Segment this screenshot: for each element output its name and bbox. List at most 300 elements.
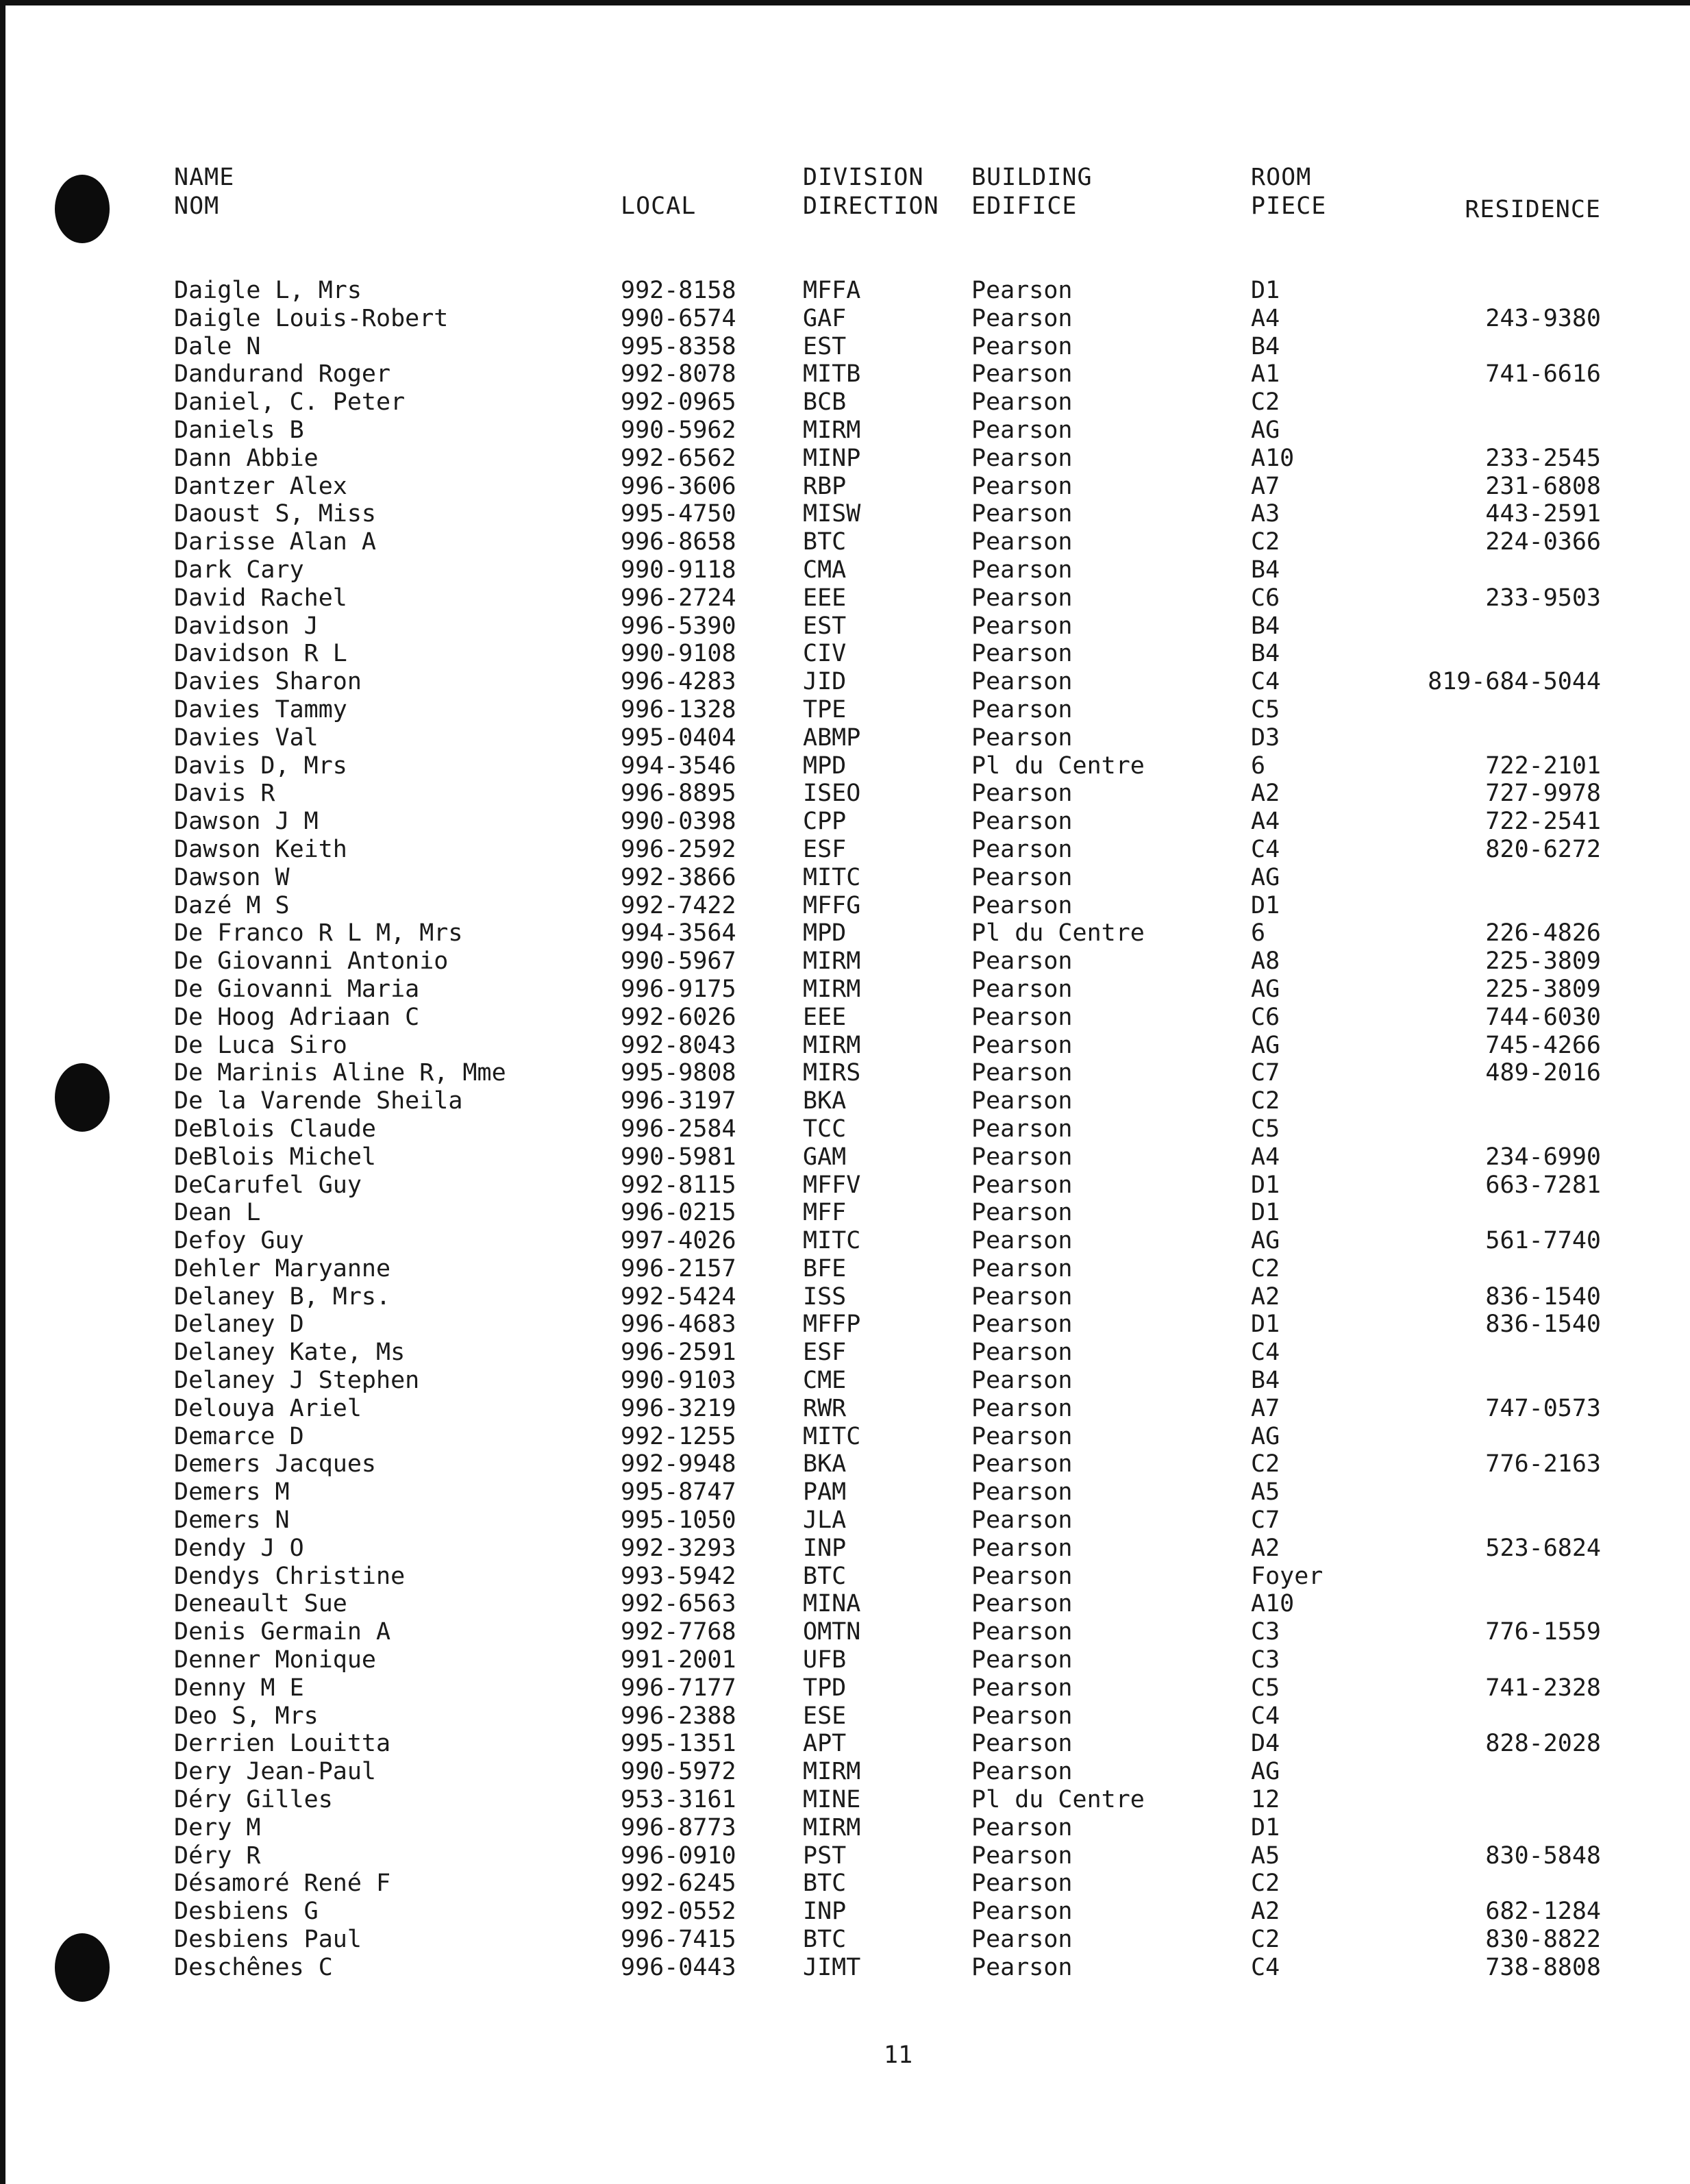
entry-division: MFF — [803, 1199, 847, 1227]
table-row — [0, 1283, 1690, 1311]
entry-division: BKA — [803, 1087, 847, 1115]
entry-building: Pl du Centre — [971, 752, 1145, 780]
entry-room: C7 — [1251, 1059, 1280, 1087]
table-row — [0, 1115, 1690, 1143]
entry-division: TCC — [803, 1115, 847, 1143]
entry-division: CME — [803, 1367, 847, 1395]
entry-room: D1 — [1251, 277, 1280, 304]
entry-room: 6 — [1251, 919, 1266, 947]
entry-name: Dawson Keith — [174, 835, 347, 863]
entry-room: A10 — [1251, 1590, 1295, 1618]
entry-local: 996-0443 — [621, 1953, 736, 1981]
entry-local: 995-8747 — [621, 1478, 736, 1506]
entry-residence: 224-0366 — [1485, 528, 1601, 556]
entry-name: Dean L — [174, 1199, 261, 1227]
entry-local: 991-2001 — [621, 1646, 736, 1674]
entry-building: Pearson — [971, 723, 1073, 752]
entry-local: 996-2591 — [621, 1339, 736, 1367]
entry-name: Daniel, C. Peter — [174, 388, 406, 417]
table-row — [0, 584, 1690, 612]
entry-room: A8 — [1251, 947, 1280, 976]
entry-residence: 489-2016 — [1485, 1059, 1601, 1087]
entry-local: 992-3866 — [621, 863, 736, 891]
entry-division: BKA — [803, 1450, 847, 1478]
entry-local: 995-9808 — [621, 1059, 736, 1087]
entry-division: RWR — [803, 1394, 847, 1422]
table-row — [0, 1506, 1690, 1535]
entry-local: 996-2388 — [621, 1702, 736, 1730]
entry-room: Foyer — [1251, 1562, 1324, 1590]
entry-name: Daigle L, Mrs — [174, 277, 362, 304]
entry-room: C4 — [1251, 1953, 1280, 1981]
entry-room: A4 — [1251, 304, 1280, 332]
entry-room: AG — [1251, 1031, 1280, 1059]
entry-division: APT — [803, 1730, 847, 1758]
entry-room: C6 — [1251, 584, 1280, 612]
entry-local: 990-9118 — [621, 556, 736, 584]
entry-local: 994-3546 — [621, 752, 736, 780]
entry-building: Pearson — [971, 1115, 1073, 1143]
entry-room: C4 — [1251, 668, 1280, 696]
header-residence: RESIDENCE — [1465, 196, 1601, 223]
entry-building: Pearson — [971, 835, 1073, 863]
entry-local: 992-0965 — [621, 388, 736, 417]
entry-residence: 663-7281 — [1485, 1171, 1601, 1199]
entry-building: Pl du Centre — [971, 919, 1145, 947]
entry-building: Pearson — [971, 668, 1073, 696]
entry-room: 12 — [1251, 1786, 1280, 1814]
entry-division: MIRM — [803, 1031, 861, 1059]
table-row — [0, 1339, 1690, 1367]
table-row — [0, 1674, 1690, 1702]
table-row — [0, 500, 1690, 528]
table-row — [0, 445, 1690, 473]
entry-room: D3 — [1251, 723, 1280, 752]
entry-local: 996-2584 — [621, 1115, 736, 1143]
entry-name: Derrien Louitta — [174, 1730, 391, 1758]
entry-local: 992-5424 — [621, 1282, 736, 1311]
entry-name: Déry Gilles — [174, 1786, 333, 1814]
entry-division: ESE — [803, 1702, 847, 1730]
entry-name: De Hoog Adriaan C — [174, 1003, 420, 1031]
entry-room: C2 — [1251, 1087, 1280, 1115]
entry-room: C5 — [1251, 695, 1280, 723]
entry-residence: 830-5848 — [1485, 1841, 1601, 1870]
entry-local: 992-3293 — [621, 1534, 736, 1562]
entry-division: OMTN — [803, 1618, 861, 1646]
entry-residence: 738-8808 — [1485, 1953, 1601, 1981]
entry-residence: 741-2328 — [1485, 1674, 1601, 1702]
entry-name: Dendy J O — [174, 1534, 304, 1562]
entry-name: Demers N — [174, 1506, 290, 1535]
entry-building: Pearson — [971, 277, 1073, 304]
entry-building: Pearson — [971, 1702, 1073, 1730]
entry-division: BTC — [803, 1870, 847, 1898]
entry-division: MITC — [803, 1422, 861, 1450]
entry-division: PST — [803, 1841, 847, 1870]
entry-residence: 828-2028 — [1485, 1730, 1601, 1758]
entry-room: C2 — [1251, 388, 1280, 417]
entry-name: Davis D, Mrs — [174, 752, 347, 780]
table-row — [0, 305, 1690, 333]
entry-room: 6 — [1251, 752, 1266, 780]
entry-local: 996-7177 — [621, 1674, 736, 1702]
entry-building: Pearson — [971, 1870, 1073, 1898]
entry-local: 995-0404 — [621, 723, 736, 752]
entry-building: Pearson — [971, 1254, 1073, 1282]
entry-room: B4 — [1251, 1367, 1280, 1395]
entry-division: GAM — [803, 1143, 847, 1171]
entry-division: JIMT — [803, 1953, 861, 1981]
table-row — [0, 1087, 1690, 1115]
entry-name: De la Varende Sheila — [174, 1087, 463, 1115]
entry-building: Pearson — [971, 695, 1073, 723]
entry-building: Pearson — [971, 360, 1073, 388]
entry-name: De Franco R L M, Mrs — [174, 919, 463, 947]
entry-room: A4 — [1251, 1143, 1280, 1171]
entry-division: BTC — [803, 1562, 847, 1590]
entry-building: Pearson — [971, 1171, 1073, 1199]
table-row — [0, 473, 1690, 501]
entry-room: D1 — [1251, 1311, 1280, 1339]
table-row — [0, 1730, 1690, 1758]
entry-local: 992-0552 — [621, 1898, 736, 1926]
entry-room: A3 — [1251, 500, 1280, 528]
entry-room: A2 — [1251, 780, 1280, 808]
entry-local: 996-3219 — [621, 1394, 736, 1422]
entry-building: Pearson — [971, 1758, 1073, 1786]
entry-name: De Luca Siro — [174, 1031, 347, 1059]
entry-name: Dark Cary — [174, 556, 304, 584]
entry-room: C6 — [1251, 1003, 1280, 1031]
entry-division: MINP — [803, 444, 861, 472]
entry-room: C2 — [1251, 1870, 1280, 1898]
entry-room: D1 — [1251, 1813, 1280, 1841]
entry-building: Pearson — [971, 975, 1073, 1003]
entry-name: Davies Tammy — [174, 695, 347, 723]
entry-name: Dale N — [174, 332, 261, 360]
entry-residence: 747-0573 — [1485, 1394, 1601, 1422]
entry-local: 996-7415 — [621, 1926, 736, 1954]
entry-name: Davidson J — [174, 612, 319, 640]
entry-division: MITB — [803, 360, 861, 388]
entry-division: EEE — [803, 1003, 847, 1031]
entry-name: Delaney J Stephen — [174, 1367, 420, 1395]
table-row — [0, 696, 1690, 724]
entry-local: 994-3564 — [621, 919, 736, 947]
entry-name: Deschênes C — [174, 1953, 333, 1981]
entry-building: Pearson — [971, 1926, 1073, 1954]
entry-local: 996-4683 — [621, 1311, 736, 1339]
entry-name: Déry R — [174, 1841, 261, 1870]
entry-name: De Marinis Aline R, Mme — [174, 1059, 506, 1087]
table-row — [0, 1059, 1690, 1087]
entry-room: A5 — [1251, 1478, 1280, 1506]
entry-room: C3 — [1251, 1618, 1280, 1646]
entry-name: Dawson W — [174, 863, 290, 891]
entry-division: ESF — [803, 1339, 847, 1367]
entry-room: A1 — [1251, 360, 1280, 388]
entry-name: Desbiens Paul — [174, 1926, 362, 1954]
entry-division: MPD — [803, 919, 847, 947]
entry-residence: 243-9380 — [1485, 304, 1601, 332]
entry-building: Pearson — [971, 1898, 1073, 1926]
entry-division: CIV — [803, 640, 847, 668]
entry-name: Dantzer Alex — [174, 472, 347, 500]
entry-local: 992-7768 — [621, 1618, 736, 1646]
table-row — [0, 1423, 1690, 1451]
entry-building: Pearson — [971, 416, 1073, 444]
entry-building: Pearson — [971, 1618, 1073, 1646]
table-row — [0, 528, 1690, 556]
entry-division: TPD — [803, 1674, 847, 1702]
entry-building: Pearson — [971, 1087, 1073, 1115]
entry-room: A10 — [1251, 444, 1295, 472]
entry-residence: 744-6030 — [1485, 1003, 1601, 1031]
entry-name: Daoust S, Miss — [174, 500, 377, 528]
entry-name: De Giovanni Antonio — [174, 947, 449, 976]
entry-residence: 741-6616 — [1485, 360, 1601, 388]
entry-name: DeCarufel Guy — [174, 1171, 362, 1199]
table-row — [0, 919, 1690, 947]
page-number: 11 — [884, 2042, 913, 2069]
entry-residence: 225-3809 — [1485, 947, 1601, 976]
entry-division: EST — [803, 612, 847, 640]
entry-local: 996-3606 — [621, 472, 736, 500]
entry-division: JLA — [803, 1506, 847, 1535]
table-row — [0, 1395, 1690, 1423]
entry-residence: 727-9978 — [1485, 780, 1601, 808]
entry-division: MITC — [803, 1227, 861, 1255]
entry-building: Pearson — [971, 1059, 1073, 1087]
header-local: LOCAL — [621, 193, 697, 220]
entry-name: De Giovanni Maria — [174, 975, 420, 1003]
entry-room: A2 — [1251, 1534, 1280, 1562]
table-row — [0, 640, 1690, 668]
entry-division: CMA — [803, 556, 847, 584]
entry-division: MIRM — [803, 947, 861, 976]
entry-name: Demers Jacques — [174, 1450, 377, 1478]
entry-division: TPE — [803, 695, 847, 723]
entry-residence: 722-2101 — [1485, 752, 1601, 780]
table-row — [0, 780, 1690, 808]
entry-local: 992-8078 — [621, 360, 736, 388]
entry-local: 993-5942 — [621, 1562, 736, 1590]
entry-division: BTC — [803, 1926, 847, 1954]
table-row — [0, 1758, 1690, 1786]
table-row — [0, 808, 1690, 836]
entry-residence: 819-684-5044 — [1428, 668, 1601, 696]
entry-local: 996-9175 — [621, 975, 736, 1003]
entry-local: 992-6562 — [621, 444, 736, 472]
entry-residence: 830-8822 — [1485, 1926, 1601, 1954]
entry-division: MPD — [803, 752, 847, 780]
header-room: ROOM PIECE — [1251, 164, 1327, 220]
entry-room: A5 — [1251, 1841, 1280, 1870]
table-row — [0, 1646, 1690, 1674]
entry-building: Pearson — [971, 1813, 1073, 1841]
table-row — [0, 388, 1690, 417]
table-row — [0, 724, 1690, 752]
table-row — [0, 1926, 1690, 1954]
table-row — [0, 976, 1690, 1004]
header-building: BUILDING EDIFICE — [971, 164, 1093, 220]
entry-residence: 233-9503 — [1485, 584, 1601, 612]
entry-division: MFFV — [803, 1171, 861, 1199]
entry-name: Deneault Sue — [174, 1590, 347, 1618]
entry-room: D1 — [1251, 1199, 1280, 1227]
table-row — [0, 1450, 1690, 1478]
entry-building: Pearson — [971, 640, 1073, 668]
entry-building: Pearson — [971, 1031, 1073, 1059]
table-row — [0, 1171, 1690, 1200]
entry-name: Davidson R L — [174, 640, 347, 668]
entry-division: CPP — [803, 808, 847, 836]
entry-name: Davies Sharon — [174, 668, 362, 696]
entry-local: 995-4750 — [621, 500, 736, 528]
entry-local: 996-3197 — [621, 1087, 736, 1115]
table-row — [0, 1842, 1690, 1870]
entry-room: C4 — [1251, 1702, 1280, 1730]
entry-room: AG — [1251, 1758, 1280, 1786]
entry-local: 992-8158 — [621, 277, 736, 304]
entry-name: Demers M — [174, 1478, 290, 1506]
entry-room: C5 — [1251, 1115, 1280, 1143]
entry-building: Pearson — [971, 584, 1073, 612]
header-name: NAME NOM — [174, 164, 235, 220]
entry-residence: 682-1284 — [1485, 1898, 1601, 1926]
entry-residence: 561-7740 — [1485, 1227, 1601, 1255]
entry-building: Pearson — [971, 1730, 1073, 1758]
table-row — [0, 1255, 1690, 1283]
table-row — [0, 947, 1690, 976]
entry-building: Pearson — [971, 1367, 1073, 1395]
entry-local: 992-6026 — [621, 1003, 736, 1031]
entry-building: Pearson — [971, 1339, 1073, 1367]
binder-hole-top — [55, 175, 110, 243]
entry-residence: 225-3809 — [1485, 975, 1601, 1003]
table-row — [0, 1563, 1690, 1591]
entry-room: B4 — [1251, 640, 1280, 668]
entry-local: 990-5967 — [621, 947, 736, 976]
entry-name: Dann Abbie — [174, 444, 319, 472]
entry-local: 995-8358 — [621, 332, 736, 360]
entry-division: ISEO — [803, 780, 861, 808]
table-row — [0, 1227, 1690, 1255]
entry-division: ISS — [803, 1282, 847, 1311]
entry-building: Pearson — [971, 891, 1073, 919]
entry-local: 995-1050 — [621, 1506, 736, 1535]
entry-name: Denner Monique — [174, 1646, 377, 1674]
entry-division: MINE — [803, 1786, 861, 1814]
entry-residence: 820-6272 — [1485, 835, 1601, 863]
entry-local: 992-6245 — [621, 1870, 736, 1898]
table-row — [0, 864, 1690, 892]
entry-room: A2 — [1251, 1282, 1280, 1311]
entry-room: C3 — [1251, 1646, 1280, 1674]
entry-room: A2 — [1251, 1898, 1280, 1926]
entry-residence: 776-1559 — [1485, 1618, 1601, 1646]
entry-room: D1 — [1251, 1171, 1280, 1199]
entry-building: Pearson — [971, 444, 1073, 472]
entry-local: 996-8658 — [621, 528, 736, 556]
table-row — [0, 1311, 1690, 1339]
entry-local: 996-8773 — [621, 1813, 736, 1841]
entry-building: Pearson — [971, 388, 1073, 417]
entry-name: Defoy Guy — [174, 1227, 304, 1255]
table-row — [0, 1004, 1690, 1032]
entry-building: Pearson — [971, 1534, 1073, 1562]
entry-division: MFFP — [803, 1311, 861, 1339]
entry-division: ABMP — [803, 723, 861, 752]
entry-division: JID — [803, 668, 847, 696]
table-row — [0, 1814, 1690, 1842]
entry-building: Pearson — [971, 1646, 1073, 1674]
entry-name: Delaney D — [174, 1311, 304, 1339]
entry-division: ESF — [803, 835, 847, 863]
entry-local: 996-2592 — [621, 835, 736, 863]
entry-building: Pearson — [971, 780, 1073, 808]
entry-building: Pearson — [971, 1953, 1073, 1981]
entry-residence: 745-4266 — [1485, 1031, 1601, 1059]
entry-division: RBP — [803, 472, 847, 500]
table-row — [0, 1199, 1690, 1227]
entry-room: B4 — [1251, 612, 1280, 640]
entry-name: DeBlois Claude — [174, 1115, 377, 1143]
entry-name: Daigle Louis-Robert — [174, 304, 449, 332]
entry-room: A4 — [1251, 808, 1280, 836]
entry-division: GAF — [803, 304, 847, 332]
entry-local: 996-0215 — [621, 1199, 736, 1227]
entry-room: AG — [1251, 975, 1280, 1003]
table-row — [0, 1478, 1690, 1506]
entry-division: MFFG — [803, 891, 861, 919]
entry-name: Dehler Maryanne — [174, 1254, 391, 1282]
entry-local: 995-1351 — [621, 1730, 736, 1758]
entry-local: 996-4283 — [621, 668, 736, 696]
entry-room: C2 — [1251, 1254, 1280, 1282]
entry-residence: 523-6824 — [1485, 1534, 1601, 1562]
entry-name: Dendys Christine — [174, 1562, 406, 1590]
table-row — [0, 836, 1690, 864]
entry-building: Pearson — [971, 1394, 1073, 1422]
entry-room: C2 — [1251, 1450, 1280, 1478]
entry-division: EST — [803, 332, 847, 360]
entry-division: MIRM — [803, 975, 861, 1003]
table-row — [0, 1702, 1690, 1730]
entry-name: Denny M E — [174, 1674, 304, 1702]
entry-division: BCB — [803, 388, 847, 417]
entry-name: Daniels B — [174, 416, 304, 444]
entry-building: Pearson — [971, 332, 1073, 360]
table-row — [0, 612, 1690, 641]
table-row — [0, 1590, 1690, 1618]
table-row — [0, 1367, 1690, 1395]
entry-name: Désamoré René F — [174, 1870, 391, 1898]
entry-name: David Rachel — [174, 584, 347, 612]
table-row — [0, 668, 1690, 696]
entry-division: MITC — [803, 863, 861, 891]
entry-residence: 443-2591 — [1485, 500, 1601, 528]
entry-building: Pearson — [971, 1450, 1073, 1478]
entry-room: AG — [1251, 863, 1280, 891]
entry-name: Deo S, Mrs — [174, 1702, 319, 1730]
header-division: DIVISION DIRECTION — [803, 164, 939, 220]
entry-local: 996-2724 — [621, 584, 736, 612]
entry-building: Pearson — [971, 1227, 1073, 1255]
entry-division: MIRS — [803, 1059, 861, 1087]
entry-building: Pearson — [971, 808, 1073, 836]
